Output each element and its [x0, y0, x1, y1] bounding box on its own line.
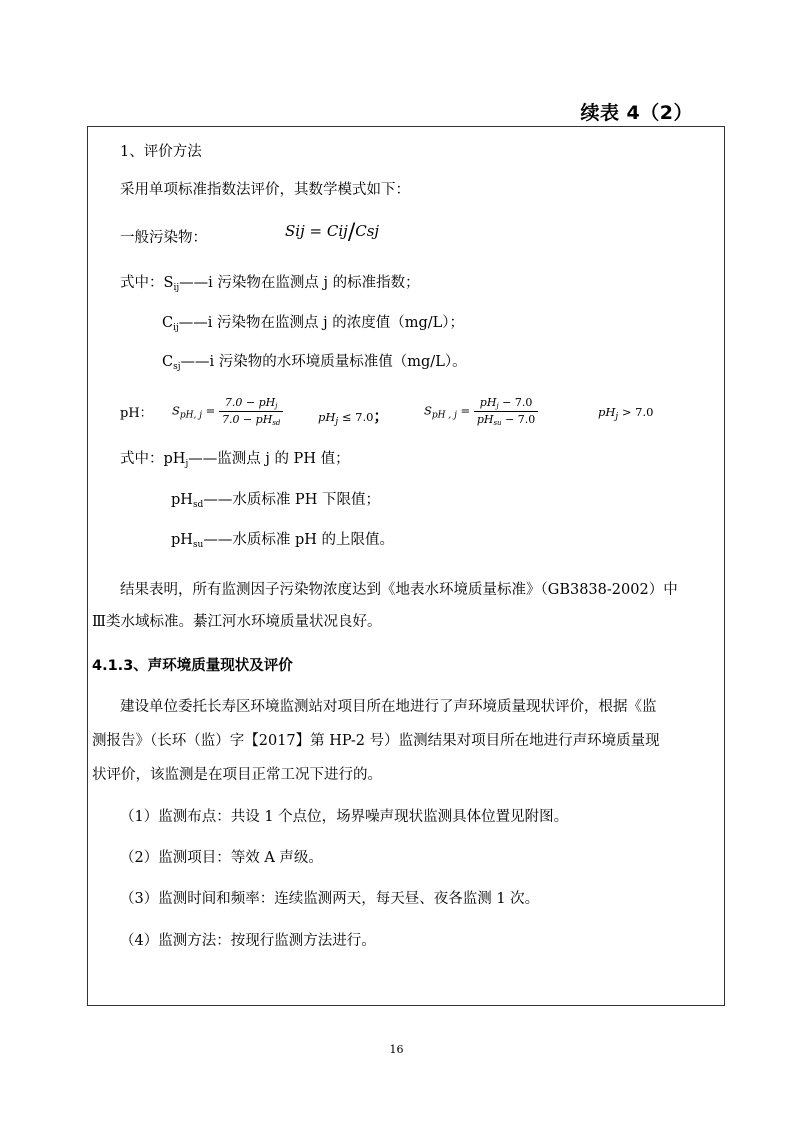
cond2-ph: pH: [598, 405, 616, 419]
definition-prefix: 式中：: [120, 275, 164, 291]
phsd-symbol: pH: [171, 492, 193, 508]
continuation-title: 续表 4（2）: [580, 102, 693, 124]
ph-eq2: =: [460, 403, 471, 418]
formula-lhs: Sij: [285, 222, 305, 240]
formula-num: Cij: [326, 222, 348, 240]
cond2-rel: > 7.0: [618, 405, 654, 419]
csj-subscript: sj: [173, 362, 181, 372]
cij-subscript: ij: [173, 323, 179, 333]
intro-text: 采用单项标准指数法评价，其数学模式如下：: [120, 182, 410, 198]
page-number: 16: [389, 1043, 404, 1056]
ph-f2-den-b: − 7.0: [501, 413, 536, 426]
ph-formula-acid: [172, 396, 283, 427]
ph-f1-num-sub: j: [275, 402, 278, 410]
phj-symbol: pH: [163, 451, 186, 467]
sij-symbol: S: [163, 275, 174, 291]
sij-text: ——i 污染物在监测点 j 的标准指数；: [179, 275, 420, 291]
definition-cij: [162, 313, 464, 338]
ph-fraction-acid: [219, 396, 283, 427]
monitoring-item-4: （4）监测方法：按现行监测方法进行。: [120, 933, 376, 949]
monitoring-item-3: （3）监测时间和频率：连续监测两天，每天昼、夜各监测 1 次。: [120, 891, 540, 907]
csj-text: ——i 污染物的水环境质量标准值（mg/L）。: [180, 354, 467, 370]
ph-f2-num: pH: [479, 396, 497, 409]
phsd-subscript: sd: [192, 500, 204, 510]
ph-def-prefix: 式中：: [120, 451, 164, 467]
phj-text: ——监测点 j 的 PH 值；: [188, 451, 350, 467]
ph-label: pH：: [120, 406, 153, 421]
ph-eq: =: [205, 403, 216, 418]
ph-f1-num: 7.0 − pH: [224, 396, 276, 409]
monitoring-item-2: （2）监测项目：等效 A 声级。: [120, 850, 323, 866]
ph-condition-acid: [318, 405, 388, 427]
ph-f2-den-sub: su: [493, 419, 502, 427]
phsd-text: ——水质标准 PH 下限值；: [203, 492, 380, 508]
ph-f2-num-sub: j: [496, 402, 499, 410]
csj-symbol: C: [162, 354, 174, 370]
cond1-rel: ≤ 7.0: [338, 410, 374, 424]
phsu-symbol: pH: [171, 532, 193, 548]
formula-slash: /: [347, 220, 356, 245]
result-line-2: Ⅲ类水域标准。綦江河水环境质量状况良好。: [92, 614, 382, 630]
ph-s-subscript: pH, j: [179, 410, 203, 421]
formula-den: Csj: [355, 222, 380, 240]
ph-s2-subscript: pH , j: [431, 410, 457, 421]
definition-phsd: [171, 490, 380, 515]
sij-subscript: ij: [173, 283, 180, 293]
result-line-1: 结果表明，所有监测因子污染物浓度达到《地表水环境质量标准》（GB3838-2002）中: [120, 582, 678, 598]
general-pollutant-label: 一般污染物：: [120, 230, 207, 246]
ph-s2-symbol: S: [424, 403, 432, 418]
cond2-sub: j: [615, 412, 619, 422]
formula-eq: =: [309, 222, 323, 240]
cij-symbol: C: [162, 315, 174, 331]
ph-f2-den: pH: [476, 413, 494, 426]
formula-general: [285, 220, 379, 245]
acoustic-paragraph-line-3: 状评价，该监测是在项目正常工况下进行的。: [92, 767, 382, 783]
section-heading-acoustic: 4.1.3、声环境质量现状及评价: [92, 658, 293, 674]
ph-f1-den: 7.0 − pH: [221, 413, 273, 426]
definition-phsu: [171, 530, 394, 555]
acoustic-paragraph-line-1: 建设单位委托长寿区环境监测站对项目所在地进行了声环境质量现状评价，根据《监: [120, 699, 657, 715]
monitoring-item-1: （1）监测布点：共设 1 个点位，场界噪声现状监测具体位置见附图。: [120, 809, 569, 825]
ph-formula-alkaline: [424, 396, 538, 427]
content-frame: [87, 126, 725, 1006]
ph-s-symbol: S: [172, 403, 180, 418]
ph-f1-den-sub: sd: [272, 419, 281, 427]
section-heading-evaluation-method: 1、评价方法: [120, 144, 202, 160]
cij-text: ——i 污染物在监测点 j 的浓度值（mg/L）；: [178, 315, 465, 331]
phsu-subscript: su: [192, 540, 204, 550]
definition-csj: [162, 352, 467, 377]
phj-subscript: j: [185, 459, 189, 469]
ph-f2-num-b: − 7.0: [498, 396, 533, 409]
ph-condition-alkaline: [598, 405, 653, 422]
definition-phj: [120, 449, 350, 474]
ph-separator: ；: [373, 407, 389, 425]
ph-fraction-alkaline: [474, 396, 538, 427]
cond1-sub: j: [335, 417, 339, 427]
acoustic-paragraph-line-2: 测报告》（长环（监）字【2017】第 HP-2 号）监测结果对项目所在地进行声环境质量现: [92, 733, 660, 749]
phsu-text: ——水质标准 pH 的上限值。: [203, 532, 395, 548]
definition-sij: [120, 273, 420, 298]
cond1-ph: pH: [318, 410, 336, 424]
